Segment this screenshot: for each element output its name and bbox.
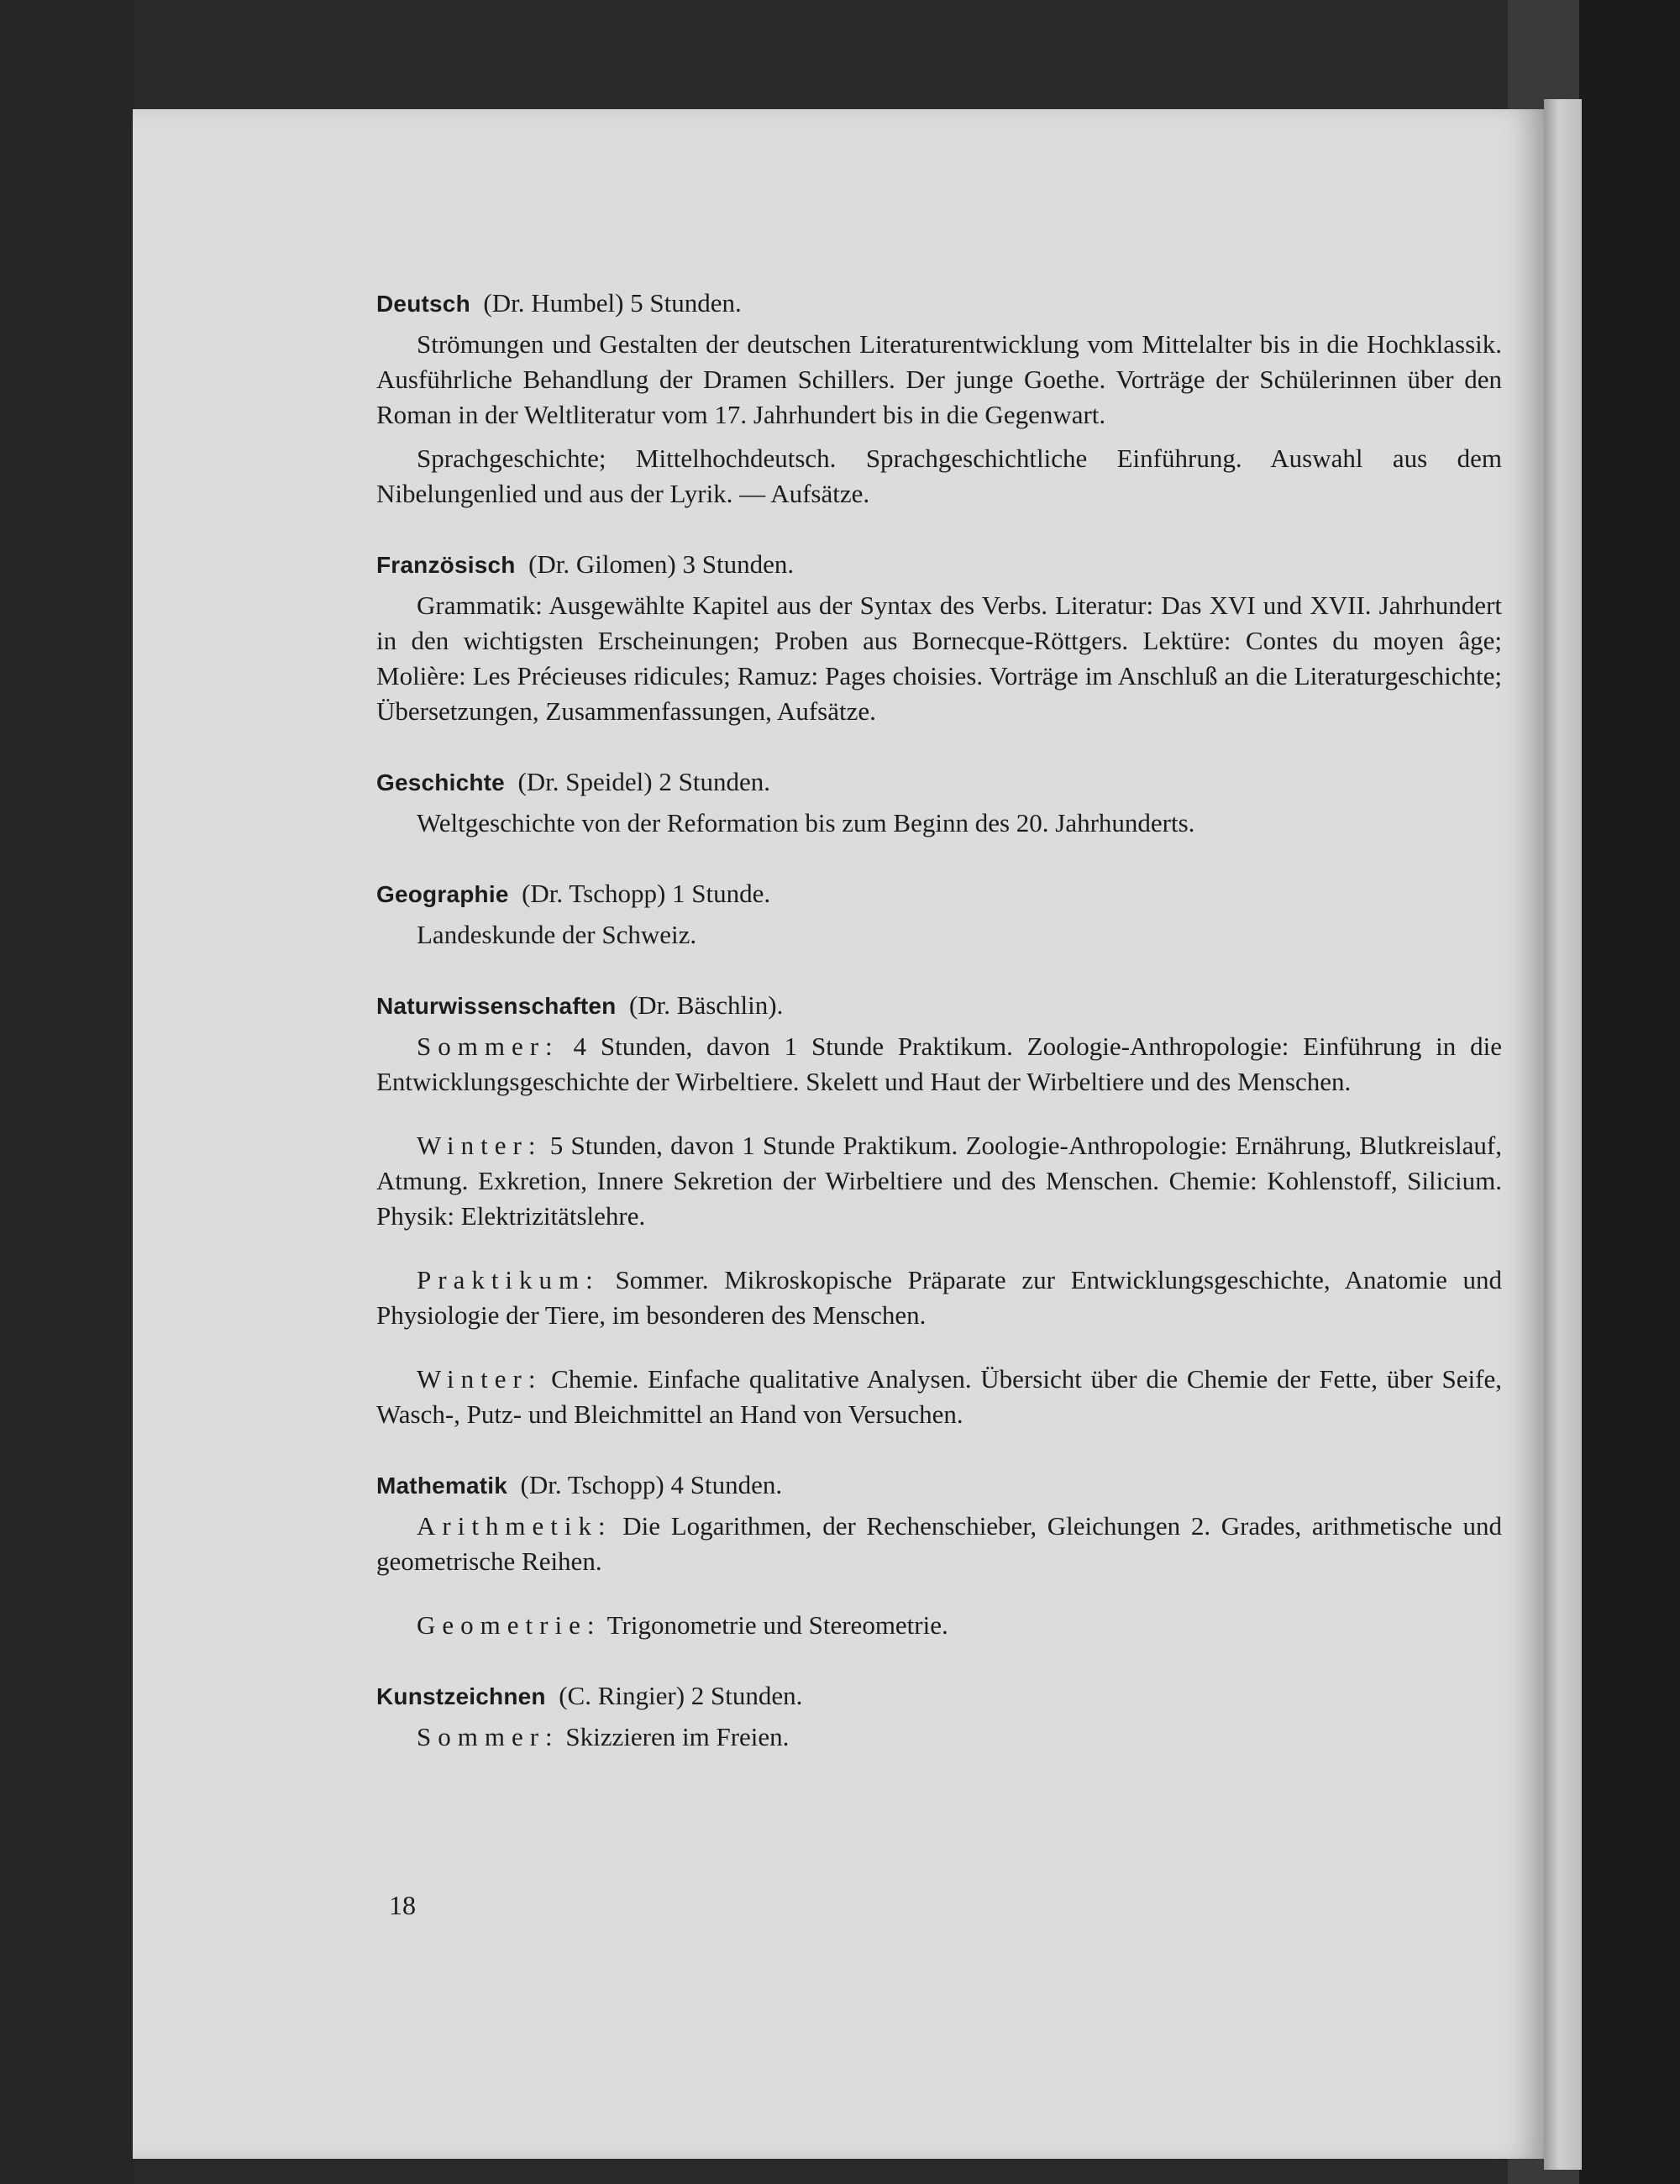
- paragraph: Landeskunde der Schweiz.: [417, 920, 697, 949]
- subject-details: (Dr. Bäschlin).: [628, 990, 784, 1020]
- section-heading: [376, 764, 1502, 801]
- block-label: Winter:: [417, 1364, 543, 1394]
- block-text: Chemie. Einfache qualitative Analysen. Übersicht über die Chemie der Fette, über Seife, Wasch-, Putz- und Bleichmittel an Hand von Versuchen.: [376, 1364, 1503, 1429]
- subject-details: (Dr. Humbel) 5 Stunden.: [483, 288, 742, 318]
- subject-title: Deutsch: [376, 291, 470, 317]
- paragraph: [376, 1608, 1502, 1643]
- paragraph: Sprachgeschichte; Mittelhochdeutsch. Sprachgeschichtliche Einführung. Auswahl aus dem Nibelungenlied und aus der Lyrik. — Aufsätze.: [376, 444, 1502, 508]
- paragraph: Grammatik: Ausgewählte Kapitel aus der Syntax des Verbs. Literatur: Das XVI und XVII. Jahrhundert in den wichtigsten Erscheinungen; Proben aus Bornecque-Röttgers. Lektüre: Contes du moyen âge; Molière: Les Précieuses ridicules; Ramuz: Pages choisies. Vorträge im Anschluß an die Literaturgeschichte; Übersetzungen, Zusammenfassungen, Aufsätze.: [376, 591, 1502, 726]
- subject-details: (Dr. Gilomen) 3 Stunden.: [528, 549, 795, 579]
- paragraph: [376, 1029, 1502, 1100]
- block-text: Sommer. Mikroskopische Präparate zur Entwicklungsgeschichte, Anatomie und Physiologie der Tiere, im besonderen des Menschen.: [376, 1265, 1503, 1330]
- block-label: Arithmetik:: [417, 1511, 612, 1541]
- document-page: [133, 109, 1544, 2159]
- paragraph: [376, 1509, 1502, 1579]
- block-text: 5 Stunden, davon 1 Stunde Praktikum. Zoologie-Anthropologie: Ernährung, Blutkreislauf, Atmung. Exkretion, Innere Sekretion der Wirbeltiere und des Menschen. Chemie: Kohlenstoff, Silicium. Physik: Elektrizitätslehre.: [376, 1131, 1502, 1231]
- subject-title: Geographie: [376, 881, 509, 907]
- subject-title: Geschichte: [376, 769, 505, 795]
- block-label: Sommer:: [417, 1722, 559, 1751]
- section-deutsch: [376, 286, 1502, 512]
- section-heading: [376, 286, 1502, 322]
- subject-title: Naturwissenschaften: [376, 993, 617, 1019]
- block-text: 4 Stunden, davon 1 Stunde Praktikum. Zoologie-Anthropologie: Einführung in die Entwicklungsgeschichte der Wirbeltiere. Skelett und Haut der Wirbeltiere und des Menschen.: [376, 1032, 1503, 1096]
- section-kunstzeichnen: [376, 1678, 1502, 1755]
- section-heading: [376, 1467, 1502, 1504]
- page-number: 18: [389, 1890, 416, 1920]
- subject-title: Kunstzeichnen: [376, 1683, 546, 1709]
- block-text: Trigonometrie und Stereometrie.: [606, 1610, 948, 1640]
- scanner-backdrop-left: [0, 0, 134, 2184]
- block-text: Skizzieren im Freien.: [565, 1722, 790, 1751]
- section-heading: [376, 1678, 1502, 1714]
- section-naturwissenschaften: [376, 988, 1502, 1432]
- subject-details: (C. Ringier) 2 Stunden.: [559, 1681, 803, 1710]
- block-label: Winter:: [417, 1131, 543, 1160]
- section-mathematik: [376, 1467, 1502, 1643]
- block-label: Praktikum:: [417, 1265, 600, 1294]
- block-label: Geometrie:: [417, 1610, 601, 1640]
- section-geographie: [376, 876, 1502, 953]
- subject-details: (Dr. Tschopp) 1 Stunde.: [522, 879, 771, 908]
- section-heading: [376, 876, 1502, 912]
- paragraph: [376, 1128, 1502, 1234]
- section-heading: [376, 988, 1502, 1024]
- subject-details: (Dr. Speidel) 2 Stunden.: [517, 767, 770, 796]
- block-text: Die Logarithmen, der Rechenschieber, Gleichungen 2. Grades, arithmetische und geometrische Reihen.: [376, 1511, 1503, 1576]
- paragraph: Weltgeschichte von der Reformation bis zum Beginn des 20. Jahrhunderts.: [417, 808, 1195, 837]
- paragraph: Strömungen und Gestalten der deutschen Literaturentwicklung vom Mittelalter bis in die Hochklassik. Ausführliche Behandlung der Dramen Schillers. Der junge Goethe. Vorträge der Schülerinnen über den Roman in der Weltliteratur vom 17. Jahrhundert bis in die Gegenwart.: [376, 329, 1502, 429]
- paragraph: [376, 1362, 1502, 1432]
- block-label: Sommer:: [417, 1032, 559, 1061]
- subject-details: (Dr. Tschopp) 4 Stunden.: [520, 1470, 783, 1499]
- section-heading: [376, 547, 1502, 583]
- next-page-edge: [1544, 99, 1582, 2170]
- subject-title: Mathematik: [376, 1473, 508, 1499]
- paragraph: [376, 1719, 1502, 1755]
- scanner-backdrop-right: [1579, 0, 1680, 2184]
- section-franzoesisch: [376, 547, 1502, 729]
- paragraph: [376, 1263, 1502, 1333]
- section-geschichte: [376, 764, 1502, 841]
- subject-title: Französisch: [376, 552, 516, 578]
- scanner-backdrop-top: [0, 0, 1680, 111]
- page-content: [376, 286, 1502, 1790]
